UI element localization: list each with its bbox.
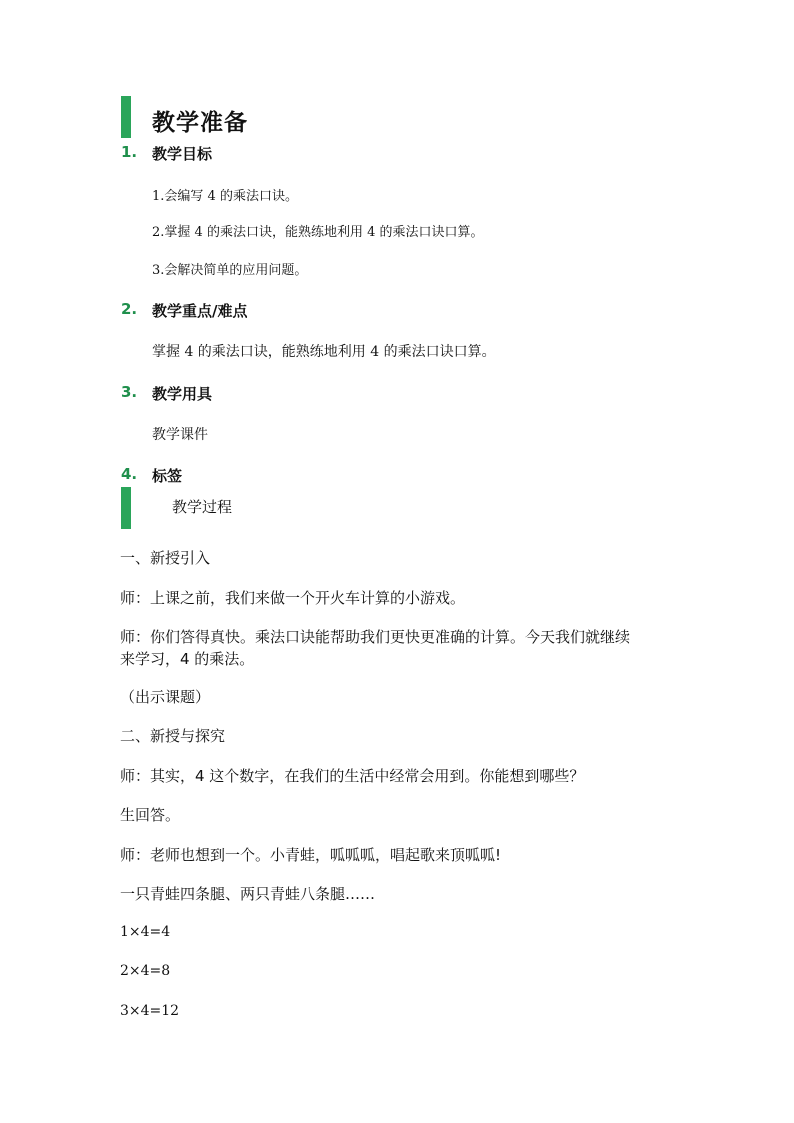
process-paragraph: 师：老师也想到一个。小青蛙，呱呱呱，唱起歌来顶呱呱! — [120, 846, 502, 864]
section-heading-objectives: 教学目标 — [152, 145, 213, 163]
process-paragraph: 师：上课之前，我们来做一个开火车计算的小游戏。 — [120, 589, 466, 607]
section-heading-tools: 教学用具 — [152, 385, 213, 403]
key-points-text: 掌握 4 的乘法口诀，能熟练地利用 4 的乘法口诀口算。 — [152, 344, 496, 360]
process-paragraph: 师：其实，4 这个数字，在我们的生活中经常会用到。你能想到哪些？ — [120, 767, 585, 785]
process-paragraph: 来学习，4 的乘法。 — [120, 650, 255, 668]
process-paragraph: 师：你们答得真快。乘法口诀能帮助我们更快更准确的计算。今天我们就继续 — [120, 628, 631, 646]
tools-text: 教学课件 — [152, 427, 208, 443]
section-heading-key-points: 教学重点/难点 — [152, 302, 248, 320]
section-marker-bar — [121, 96, 131, 138]
section-number-3: 3. — [121, 383, 138, 401]
equation-line: 2×4=8 — [120, 963, 171, 979]
equation-line: 3×4=12 — [120, 1003, 180, 1019]
objective-item-3: 3.会解决简单的应用问题。 — [152, 263, 308, 278]
process-paragraph: 生回答。 — [120, 806, 181, 824]
section-number-4: 4. — [121, 465, 138, 483]
prep-title: 教学准备 — [152, 110, 248, 136]
process-paragraph: （出示课题） — [120, 688, 211, 706]
section-number-1: 1. — [121, 143, 138, 161]
equation-line: 1×4=4 — [120, 924, 171, 940]
process-paragraph: 一只青蛙四条腿、两只青蛙八条腿…… — [120, 885, 376, 903]
objective-item-2: 2.掌握 4 的乘法口诀，能熟练地利用 4 的乘法口诀口算。 — [152, 225, 484, 240]
process-paragraph: 一、新授引入 — [120, 549, 211, 567]
section-number-2: 2. — [121, 300, 138, 318]
section-marker-bar — [121, 487, 131, 529]
process-title: 教学过程 — [172, 498, 233, 516]
process-paragraph: 二、新授与探究 — [120, 727, 226, 745]
section-heading-tags: 标签 — [152, 467, 183, 485]
objective-item-1: 1.会编写 4 的乘法口诀。 — [152, 189, 298, 204]
